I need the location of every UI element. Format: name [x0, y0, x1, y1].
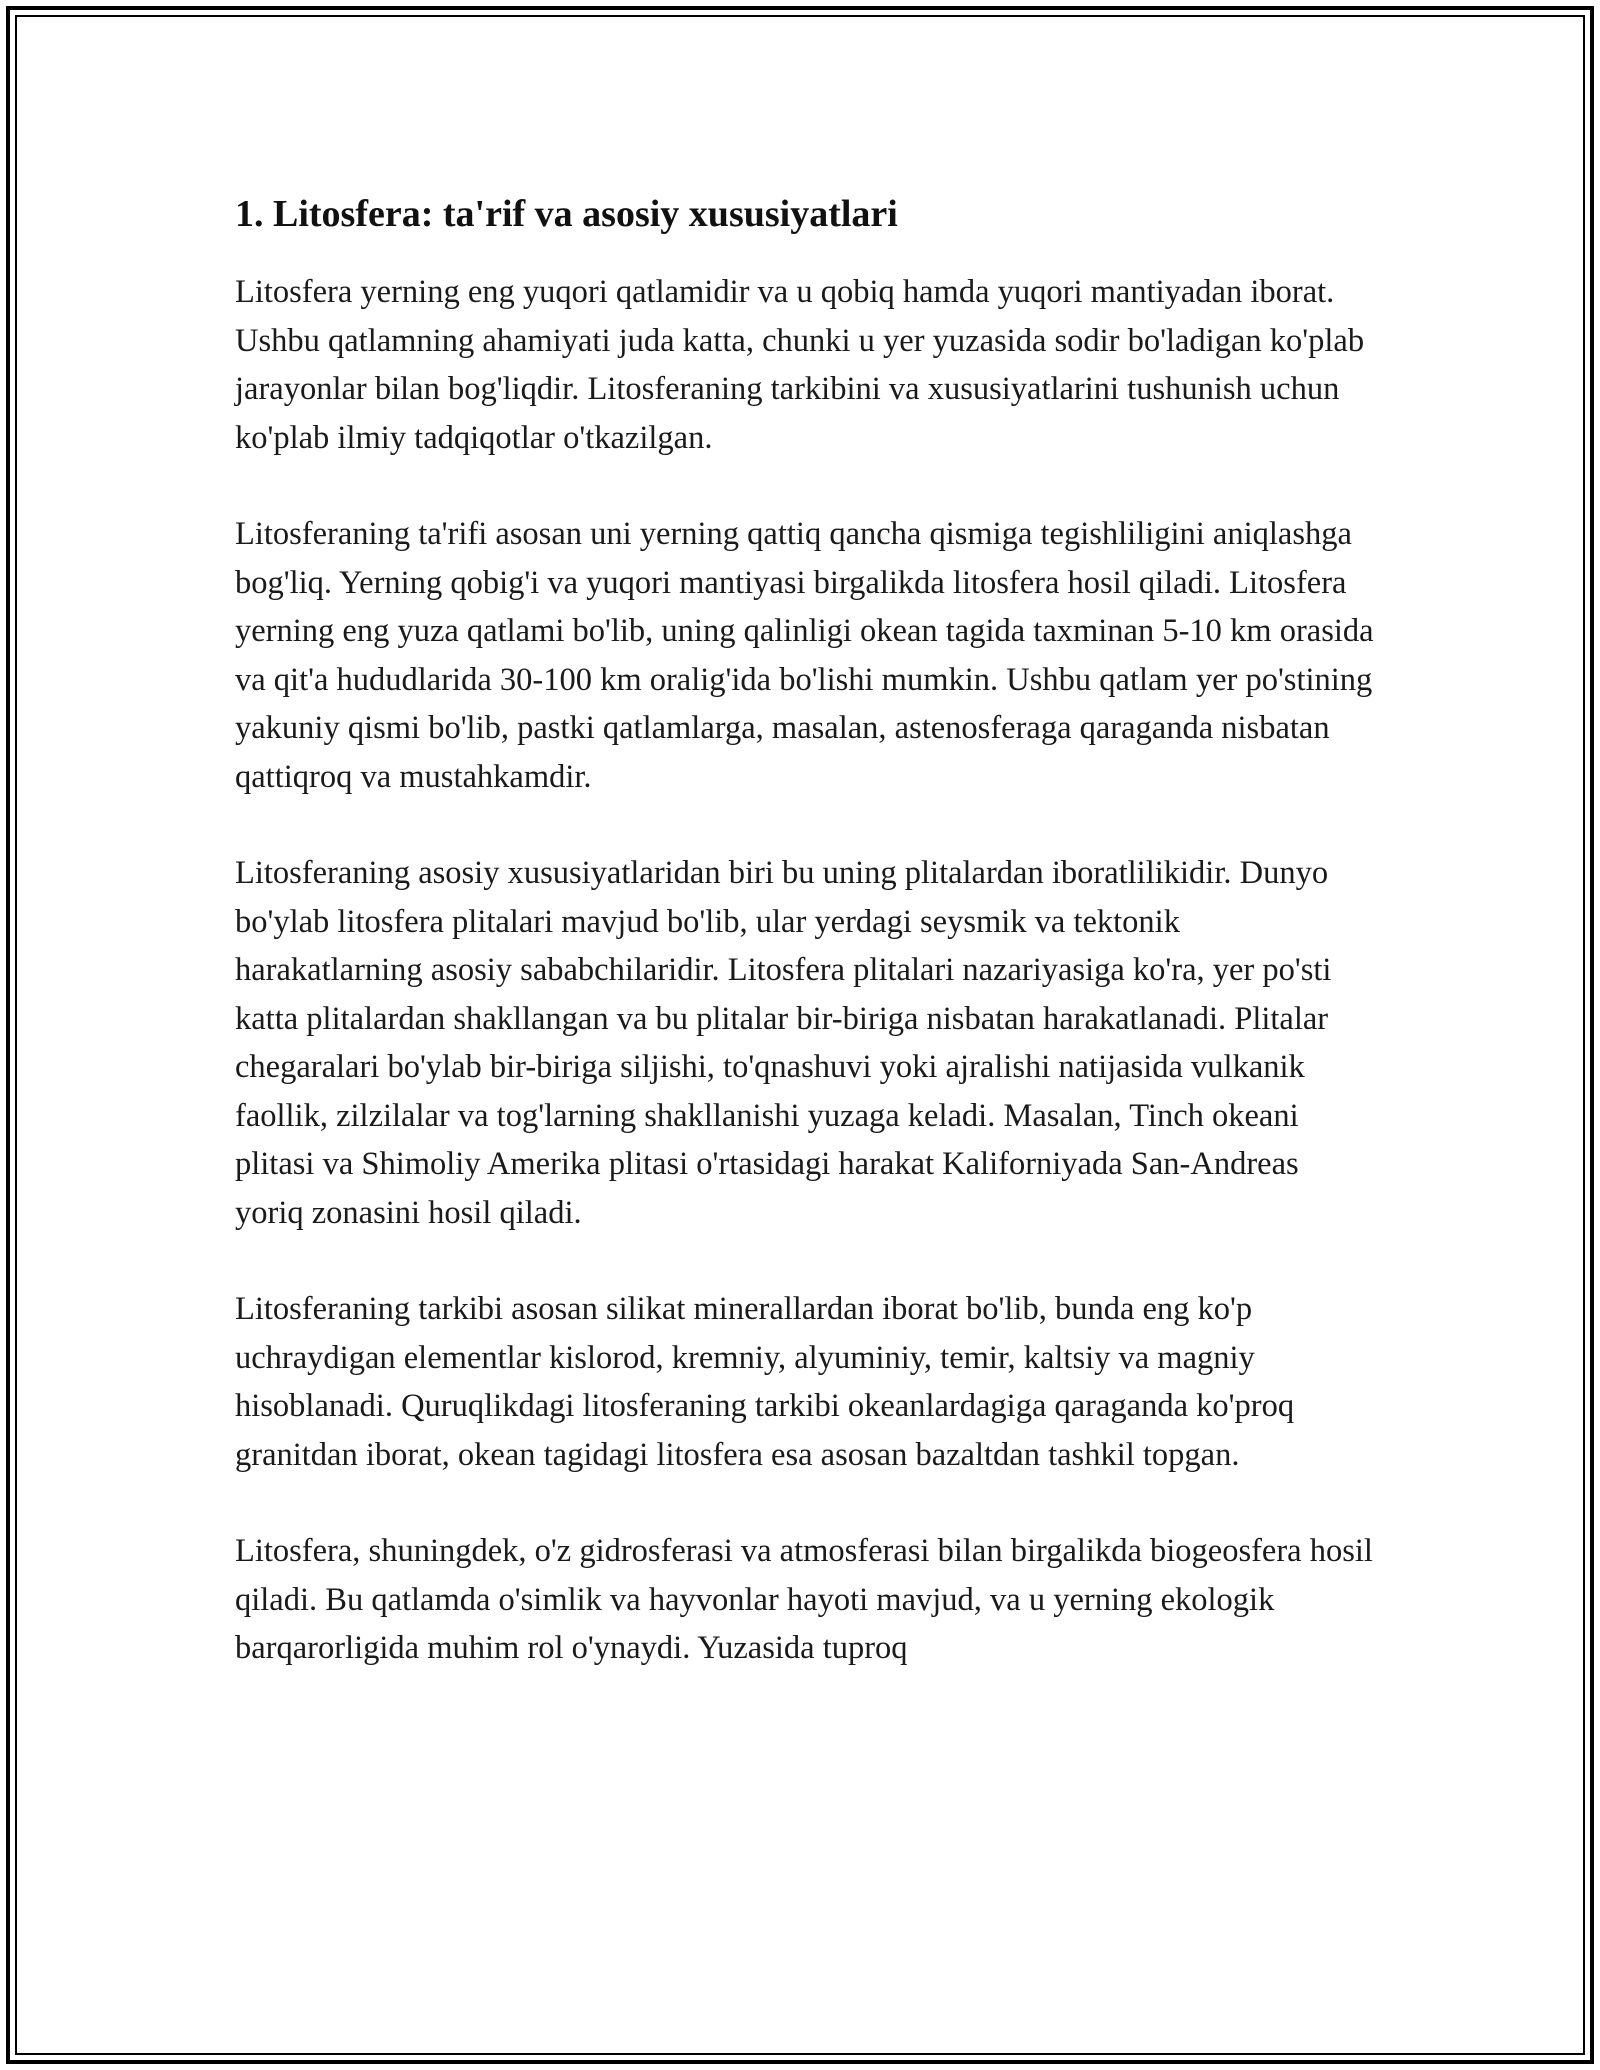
- paragraph-biogeosphere: Litosfera, shuningdek, o'z gidrosferasi va atmosferasi bilan birgalikda biogeosfera hosil qiladi. Bu qatlamda o'simlik va hayvonlar hayoti mavjud, va u yerning ekologik barqarorligida muhim rol o'ynaydi. Yuzasida tuproq: [235, 1533, 1373, 1666]
- section-heading: 1. Litosfera: ta'rif va asosiy xususiyatlari: [235, 193, 898, 235]
- document-body: [235, 182, 1375, 1721]
- paragraph-definition-intro: Litosfera yerning eng yuqori qatlamidir va u qobiq hamda yuqori mantiyadan iborat. Ushbu qatlamning ahamiyati juda katta, chunki u yer yuzasida sodir bo'ladigan ko'plab jarayonlar bilan bog'liqdir. Litosferaning tarkibini va xususiyatlarini tushunish uchun ko'plab ilmiy tadqiqotlar o'tkazilgan.: [235, 274, 1365, 456]
- paragraph-definition-thickness: Litosferaning ta'rifi asosan uni yerning qattiq qancha qismiga tegishliligini aniqlashga bog'liq. Yerning qobig'i va yuqori mantiyasi birgalikda litosfera hosil qiladi. Litosfera yerning eng yuza qatlami bo'lib, uning qalinligi okean tagida taxminan 5-10 km orasida va qit'a hududlarida 30-100 km oralig'ida bo'lishi mumkin. Ushbu qatlam yer po'stining yakuniy qismi bo'lib, pastki qatlamlarga, masalan, astenosferaga qaraganda nisbatan qattiqroq va mustahkamdir.: [235, 516, 1374, 795]
- paragraph-composition: Litosferaning tarkibi asosan silikat minerallardan iborat bo'lib, bunda eng ko'p uchraydigan elementlar kislorod, kremniy, alyuminiy, temir, kaltsiy va magniy hisoblanadi. Quruqlikdagi litosferaning tarkibi okeanlardagiga qaraganda ko'proq granitdan iborat, okean tagidagi litosfera esa asosan bazaltdan tashkil topgan.: [235, 1291, 1295, 1473]
- paragraph-plates: Litosferaning asosiy xususiyatlaridan biri bu uning plitalardan iboratlilikidir. Dunyo bo'ylab litosfera plitalari mavjud bo'lib, ular yerdagi seysmik va tektonik harakatlarning asosiy sababchilaridir. Litosfera plitalari nazariyasiga ko'ra, yer po'sti katta plitalardan shakllangan va bu plitalar bir-biriga nisbatan harakatlanadi. Plitalar chegaralari bo'ylab bir-biriga siljishi, to'qnashuvi yoki ajralishi natijasida vulkanik faollik, zilzilalar va tog'larning shakllanishi yuzaga keladi. Masalan, Tinch okeani plitasi va Shimoliy Amerika plitasi o'rtasidagi harakat Kaliforniyada San-Andreas yoriq zonasini hosil qiladi.: [235, 855, 1332, 1231]
